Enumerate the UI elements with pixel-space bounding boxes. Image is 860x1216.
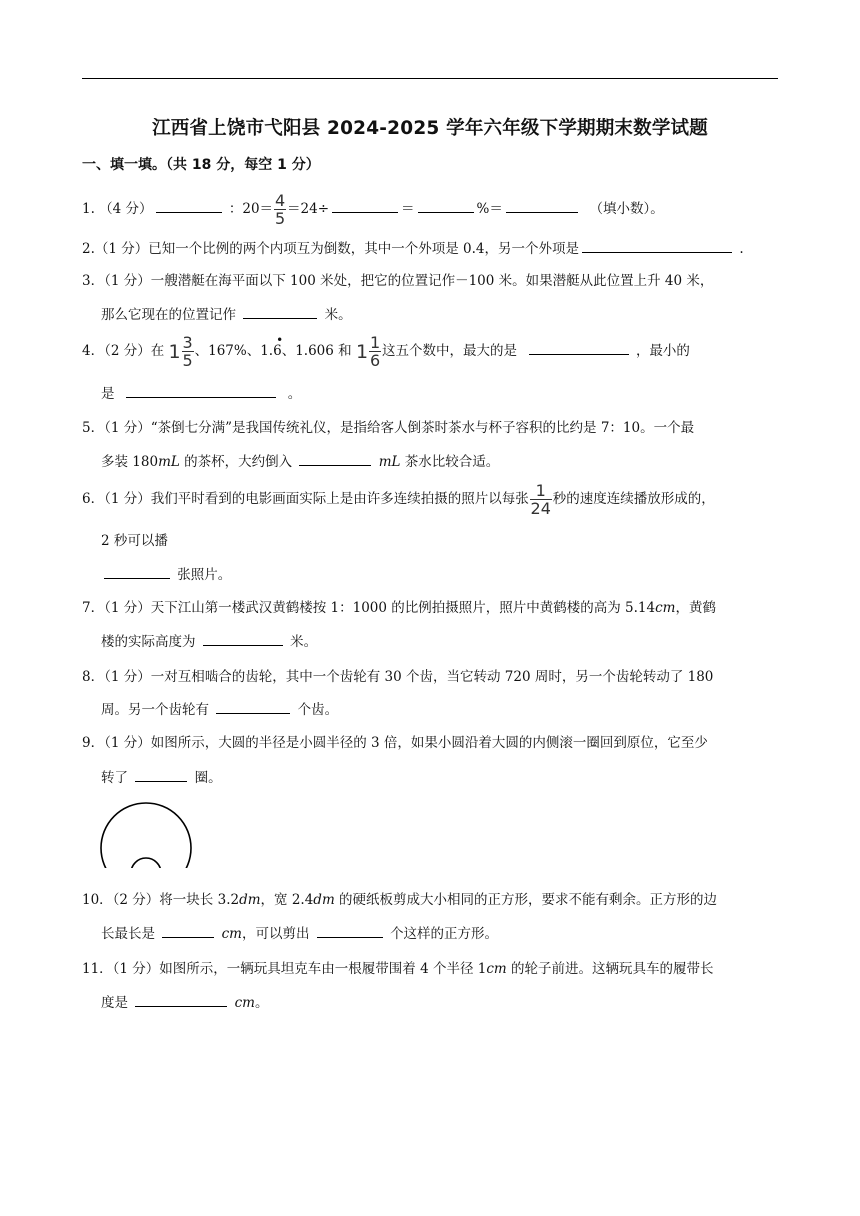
large-circle (101, 803, 191, 872)
answer-blank[interactable] (135, 993, 227, 1007)
question-8-line-2: 周。另一个齿轮有 个齿。 (101, 702, 339, 718)
answer-blank[interactable] (506, 199, 578, 213)
header-rule (82, 78, 778, 79)
answer-blank[interactable] (156, 199, 222, 213)
repeating-decimal: • 6 (273, 333, 284, 359)
question-4-line-2: 是 。 (101, 386, 302, 402)
page-title: 江西省上饶市弋阳县 2024-2025 学年六年级下学期期末数学试题 (152, 118, 708, 139)
question-6: 6．（1 分）我们平时看到的电影画面实际上是由许多连续拍摄的照片以每张 $\frac{1}{24}$ 秒的速度连续播放形成的， (82, 481, 715, 518)
question-10-line-2: 长最长是 cm，可以剪出 个这样的正方形。 (101, 926, 499, 942)
mixed-number: 1 $\frac{3}{5}$ (168, 333, 193, 370)
question-7: 7．（1 分）天下江山第一楼武汉黄鹤楼按 1：1000 的比例拍摄照片，照片中黄鹤楼的高为 5.14cm，黄鹤 (82, 600, 716, 616)
question-11: 11．（1 分）如图所示，一辆玩具坦克车由一根履带围着 4 个半径 1cm 的轮子前进。这辆玩具车的履带长 (82, 961, 714, 977)
answer-blank[interactable] (332, 199, 398, 213)
answer-blank[interactable] (203, 632, 283, 646)
question-3-line-2: 那么它现在的位置记作 米。 (101, 307, 352, 323)
section-heading: 一、填一填。（共 18 分，每空 1 分） (82, 157, 320, 173)
circle-figure (98, 800, 198, 872)
question-5-line-2: 多装 180mL 的茶杯，大约倒入 mL 茶水比较合适。 (101, 454, 500, 470)
answer-blank[interactable] (135, 768, 187, 782)
answer-blank[interactable] (104, 565, 170, 579)
answer-blank[interactable] (317, 924, 383, 938)
question-11-line-2: 度是 cm。 (101, 995, 269, 1011)
question-9-line-2: 转了 圈。 (101, 770, 222, 786)
fraction: $\frac{4}{5}$ (274, 191, 286, 228)
question-4: 4．（2 分）在 1 $\frac{3}{5}$ 、167%、1. • 6、1.606 和 1 $\frac{1}{6}$ 这五个数中，最大的是 ，最小的 (82, 333, 690, 370)
question-6-line-2: 2 秒可以播 (101, 533, 168, 549)
question-6-line-3: 张照片。 (101, 563, 231, 583)
answer-blank[interactable] (162, 924, 214, 938)
answer-blank[interactable] (582, 239, 732, 253)
answer-blank[interactable] (529, 341, 629, 355)
question-3: 3．（1 分）一艘潜艇在海平面以下 100 米处，把它的位置记作－100 米。如果潜艇从此位置上升 40 米， (82, 273, 714, 289)
answer-blank[interactable] (243, 305, 317, 319)
question-9: 9．（1 分）如图所示，大圆的半径是小圆半径的 3 倍，如果小圆沿着大圆的内侧滚一圈回到原位，它至少 (82, 735, 708, 751)
question-7-line-2: 楼的实际高度为 米。 (101, 634, 318, 650)
question-1: 1. （4 分） ：20＝ $\frac{4}{5}$ ＝24÷ ＝ %＝ （填小数）。 (82, 191, 664, 228)
small-circle (131, 858, 161, 872)
fraction: $\frac{1}{24}$ (530, 481, 551, 518)
answer-blank[interactable] (216, 700, 290, 714)
answer-blank[interactable] (299, 452, 371, 466)
question-2: 2.（1 分）已知一个比例的两个内项互为倒数，其中一个外项是 0.4，另一个外项是 . (82, 241, 744, 257)
question-10: 10．（2 分）将一块长 3.2dm，宽 2.4dm 的硬纸板剪成大小相同的正方形，要求不能有剩余。正方形的边 (82, 892, 718, 908)
answer-blank[interactable] (418, 199, 474, 213)
question-8: 8．（1 分）一对互相啮合的齿轮，其中一个齿轮有 30 个齿，当它转动 720 周时，另一个齿轮转动了 180 (82, 669, 714, 685)
mixed-number: 1 $\frac{1}{6}$ (355, 333, 381, 370)
question-5: 5．（1 分）“茶倒七分满”是我国传统礼仪，是指给客人倒茶时茶水与杯子容积的比约是 7：10。一个最 (82, 420, 695, 436)
answer-blank[interactable] (126, 384, 276, 398)
